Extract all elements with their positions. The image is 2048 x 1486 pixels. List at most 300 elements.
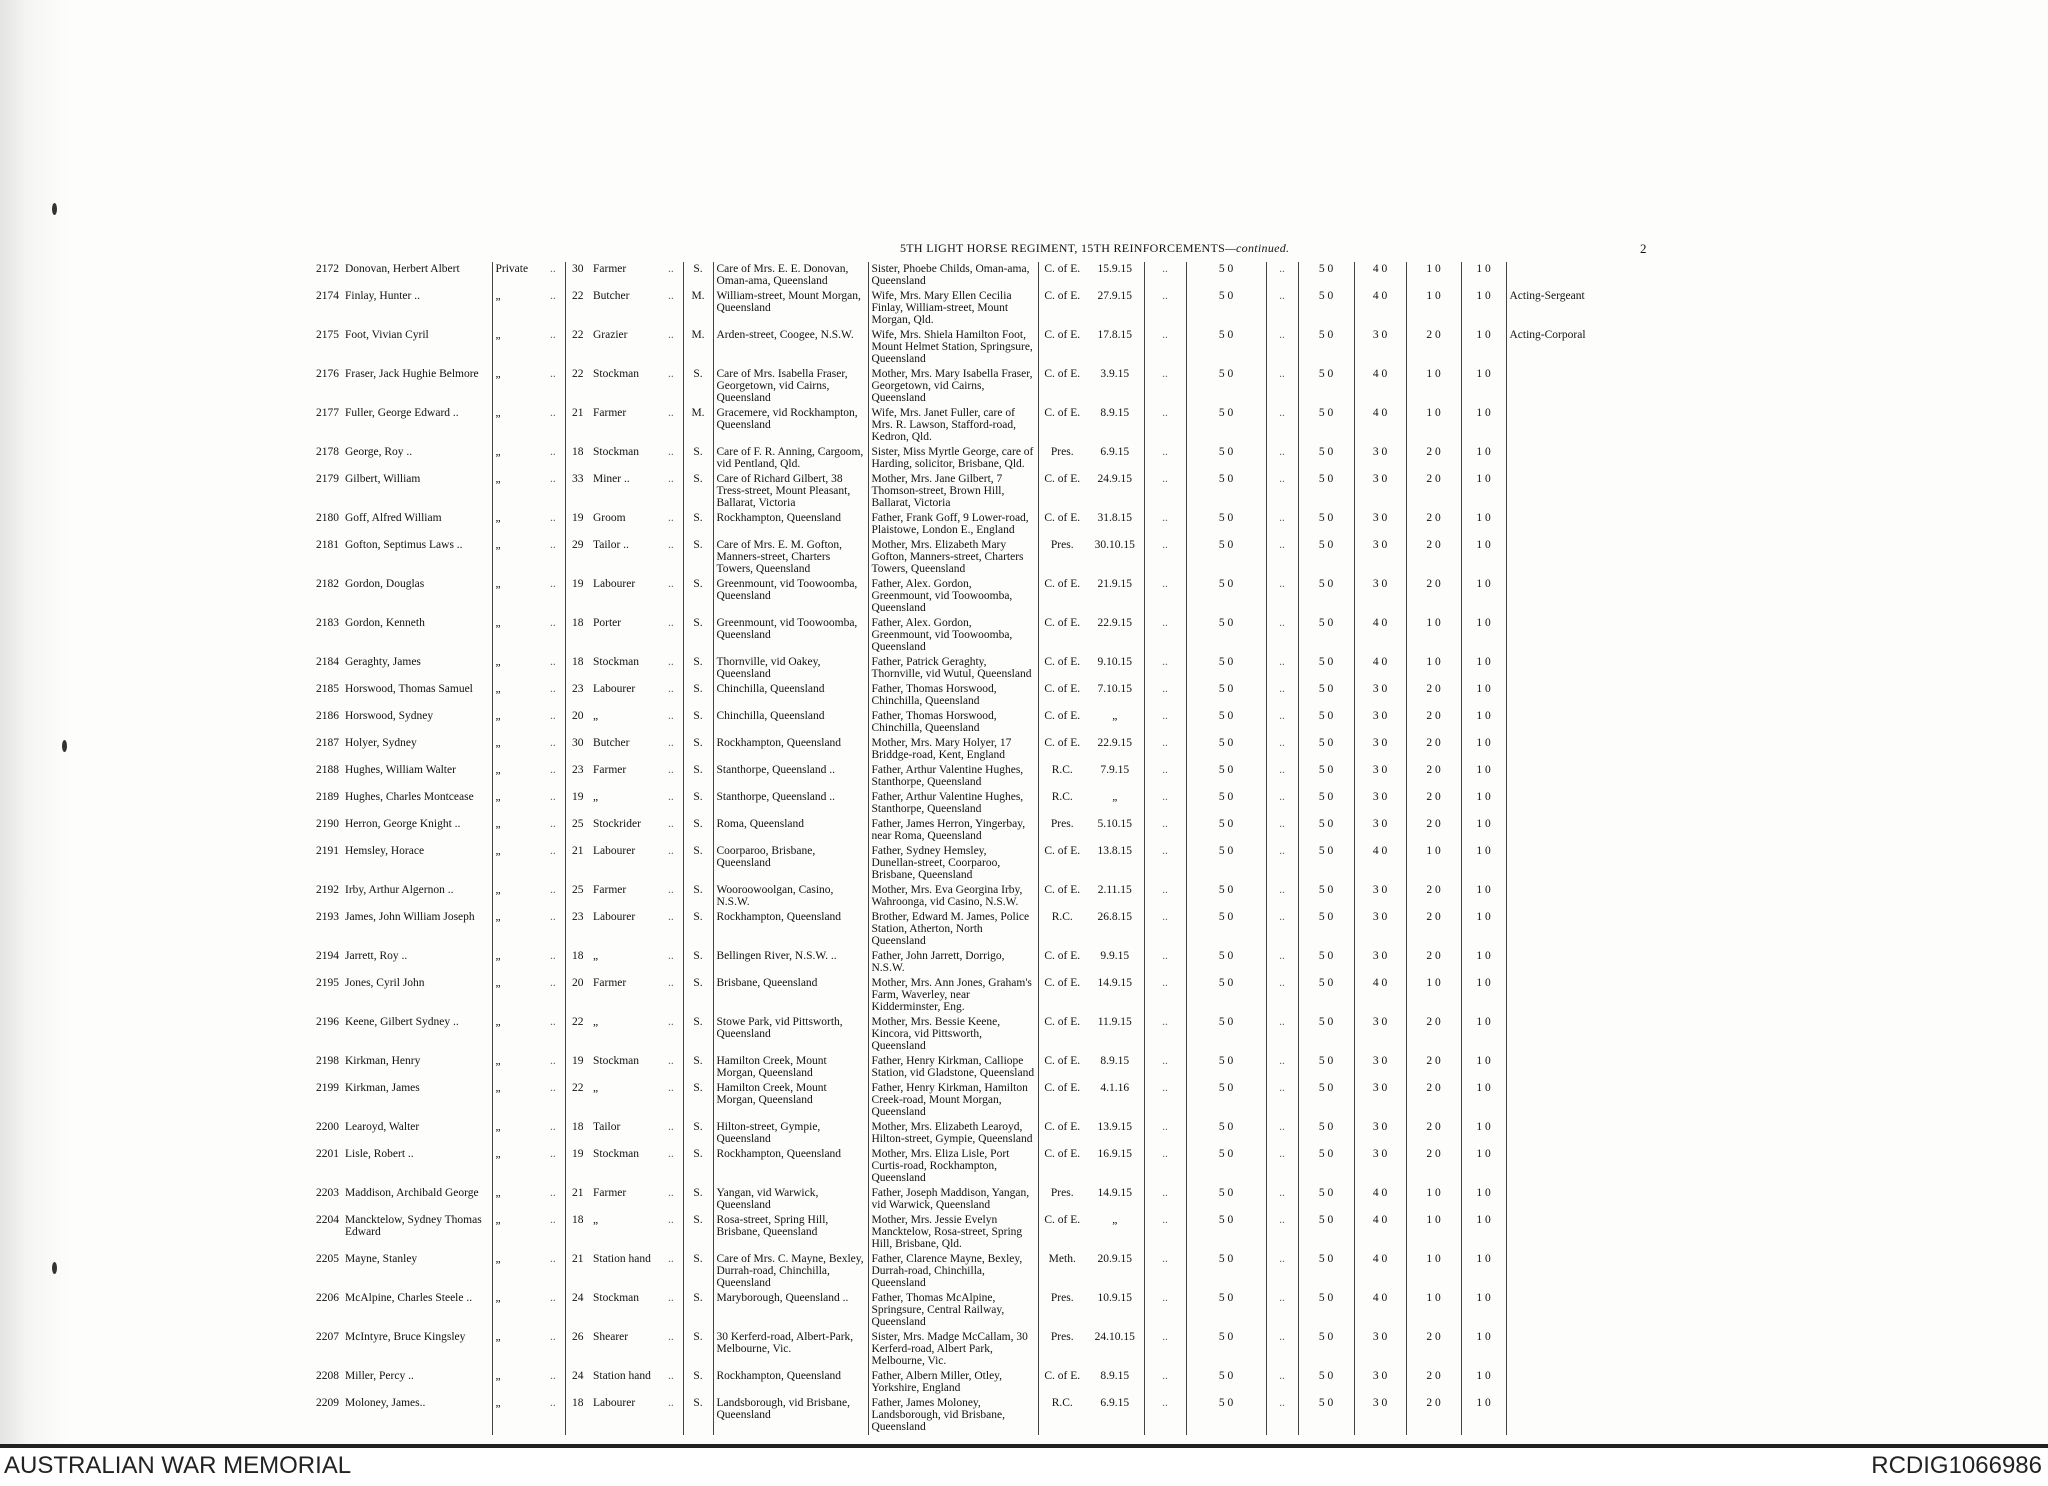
cell-age: 30 xyxy=(572,263,584,275)
leader-dots: .. xyxy=(1279,977,1285,989)
cell-enlistment-date: 22.9.15 xyxy=(1086,736,1144,763)
cell-religion: Pres. xyxy=(1050,1331,1074,1343)
table-row xyxy=(300,1120,1636,1147)
cell-remarks xyxy=(1506,736,1636,763)
cell-remarks xyxy=(1506,616,1636,655)
cell-pay-e: 1 0 xyxy=(1461,736,1506,763)
cell-leader-dots xyxy=(665,1252,683,1291)
cell-pay-b: 5 0 xyxy=(1298,1330,1354,1369)
leader-dots: .. xyxy=(1162,818,1168,830)
cell-leader-dots xyxy=(665,844,683,883)
cell-address: Rockhampton, Queensland xyxy=(713,1369,868,1396)
leader-dots: .. xyxy=(1162,290,1168,302)
cell-number: 2183 xyxy=(316,617,339,629)
cell-leader-dots xyxy=(1144,817,1186,844)
cell-leader-dots xyxy=(1144,790,1186,817)
cell-leader-dots xyxy=(1266,472,1298,511)
table-body xyxy=(300,262,1636,1435)
cell-leader-dots xyxy=(665,883,683,910)
cell-leader-dots xyxy=(547,511,565,538)
cell-number: 2194 xyxy=(316,950,339,962)
cell-enlistment-date: 24.9.15 xyxy=(1086,472,1144,511)
cell-leader-dots xyxy=(547,445,565,472)
cell-leader-dots xyxy=(1266,511,1298,538)
cell-leader-dots xyxy=(1144,1120,1186,1147)
cell-leader-dots xyxy=(1266,577,1298,616)
scan-mark xyxy=(52,203,57,215)
leader-dots: .. xyxy=(1162,512,1168,524)
cell-leader-dots xyxy=(1144,289,1186,328)
cell-next-of-kin: Father, Henry Kirkman, Hamilton Creek-road, Mount Morgan, Queensland xyxy=(868,1081,1038,1120)
cell-next-of-kin: Father, Clarence Mayne, Bexley, Durrah-road, Chinchilla, Queensland xyxy=(868,1252,1038,1291)
cell-remarks xyxy=(1506,1147,1636,1186)
cell-number: 2199 xyxy=(316,1082,339,1094)
cell-remarks xyxy=(1506,844,1636,883)
cell-enlistment-date: 6.9.15 xyxy=(1086,445,1144,472)
leader-dots: .. xyxy=(550,656,556,668)
cell-pay-d: 2 0 xyxy=(1406,1330,1461,1369)
cell-pay-d: 2 0 xyxy=(1406,511,1461,538)
cell-leader-dots xyxy=(1266,1081,1298,1120)
cell-name: McAlpine, Charles Steele .. xyxy=(342,1291,492,1330)
cell-religion: Pres. xyxy=(1050,1187,1074,1199)
cell-marital-status: S. xyxy=(683,1147,713,1186)
cell-leader-dots xyxy=(665,1213,683,1252)
cell-leader-dots xyxy=(1266,1291,1298,1330)
leader-dots: .. xyxy=(668,578,674,590)
cell-number: 2176 xyxy=(316,368,339,380)
cell-pay-e: 1 0 xyxy=(1461,289,1506,328)
cell-name: Horswood, Sydney xyxy=(342,709,492,736)
cell-trade: Butcher xyxy=(593,737,630,749)
leader-dots: .. xyxy=(550,737,556,749)
cell-age: 19 xyxy=(572,578,584,590)
cell-marital-status: S. xyxy=(683,262,713,289)
cell-religion: C. of E. xyxy=(1044,512,1081,524)
cell-enlistment-date: 17.8.15 xyxy=(1086,328,1144,367)
cell-trade: Station hand xyxy=(593,1253,651,1265)
cell-name: George, Roy .. xyxy=(342,445,492,472)
cell-pay-a: 5 0 xyxy=(1186,682,1266,709)
cell-rank: Private xyxy=(495,263,529,275)
cell-trade: Labourer xyxy=(593,845,636,857)
cell-pay-b: 5 0 xyxy=(1298,328,1354,367)
leader-dots: .. xyxy=(1279,512,1285,524)
cell-enlistment-date: 9.10.15 xyxy=(1086,655,1144,682)
table-row xyxy=(300,1330,1636,1369)
leader-dots: .. xyxy=(668,1331,674,1343)
cell-remarks xyxy=(1506,1252,1636,1291)
leader-dots: .. xyxy=(668,1016,674,1028)
leader-dots: .. xyxy=(668,1121,674,1133)
cell-leader-dots xyxy=(1266,289,1298,328)
cell-pay-a: 5 0 xyxy=(1186,1369,1266,1396)
leader-dots: .. xyxy=(1162,407,1168,419)
nominal-roll-table xyxy=(300,262,1636,1435)
cell-pay-e: 1 0 xyxy=(1461,844,1506,883)
cell-leader-dots xyxy=(665,472,683,511)
cell-marital-status: S. xyxy=(683,538,713,577)
cell-enlistment-date: 9.9.15 xyxy=(1086,949,1144,976)
leader-dots: .. xyxy=(1279,791,1285,803)
cell-pay-e: 1 0 xyxy=(1461,1213,1506,1252)
cell-remarks xyxy=(1506,511,1636,538)
cell-leader-dots xyxy=(1144,910,1186,949)
cell-number: 2187 xyxy=(316,737,339,749)
cell-leader-dots xyxy=(547,1396,565,1435)
cell-rank: „ xyxy=(495,578,501,590)
cell-trade: „ xyxy=(593,1016,599,1028)
cell-pay-d: 1 0 xyxy=(1406,262,1461,289)
cell-age: 22 xyxy=(572,329,584,341)
cell-number: 2177 xyxy=(316,407,339,419)
leader-dots: .. xyxy=(1279,656,1285,668)
cell-leader-dots xyxy=(665,445,683,472)
cell-address: Arden-street, Coogee, N.S.W. xyxy=(713,328,868,367)
cell-number: 2201 xyxy=(316,1148,339,1160)
cell-name: Miller, Percy .. xyxy=(342,1369,492,1396)
cell-remarks xyxy=(1506,910,1636,949)
cell-trade: Labourer xyxy=(593,578,636,590)
cell-address: Stowe Park, vid Pittsworth, Queensland xyxy=(713,1015,868,1054)
cell-pay-c: 3 0 xyxy=(1354,1369,1406,1396)
cell-pay-a: 5 0 xyxy=(1186,949,1266,976)
cell-leader-dots xyxy=(547,1147,565,1186)
leader-dots: .. xyxy=(668,1253,674,1265)
heading-title: 5TH LIGHT HORSE REGIMENT, 15TH REINFORCEMENTS xyxy=(900,241,1226,255)
cell-pay-a: 5 0 xyxy=(1186,709,1266,736)
cell-leader-dots xyxy=(1144,616,1186,655)
cell-pay-b: 5 0 xyxy=(1298,976,1354,1015)
cell-leader-dots xyxy=(1144,736,1186,763)
cell-enlistment-date: 8.9.15 xyxy=(1086,1054,1144,1081)
cell-pay-e: 1 0 xyxy=(1461,763,1506,790)
cell-pay-d: 2 0 xyxy=(1406,1396,1461,1435)
cell-leader-dots xyxy=(547,1054,565,1081)
cell-address: Rockhampton, Queensland xyxy=(713,1147,868,1186)
cell-leader-dots xyxy=(547,406,565,445)
cell-pay-d: 1 0 xyxy=(1406,1252,1461,1291)
cell-leader-dots xyxy=(547,367,565,406)
cell-trade: Farmer xyxy=(593,263,627,275)
cell-leader-dots xyxy=(1144,1147,1186,1186)
cell-religion: C. of E. xyxy=(1044,1148,1081,1160)
cell-pay-a: 5 0 xyxy=(1186,1081,1266,1120)
cell-pay-d: 2 0 xyxy=(1406,682,1461,709)
cell-next-of-kin: Father, Arthur Valentine Hughes, Stanthorpe, Queensland xyxy=(868,790,1038,817)
cell-next-of-kin: Father, Thomas Horswood, Chinchilla, Queensland xyxy=(868,709,1038,736)
cell-leader-dots xyxy=(665,1147,683,1186)
cell-marital-status: S. xyxy=(683,1015,713,1054)
cell-name: James, John William Joseph xyxy=(342,910,492,949)
cell-pay-b: 5 0 xyxy=(1298,736,1354,763)
cell-address: Rockhampton, Queensland xyxy=(713,736,868,763)
cell-age: 19 xyxy=(572,512,584,524)
table-row xyxy=(300,367,1636,406)
table-row xyxy=(300,445,1636,472)
cell-leader-dots xyxy=(665,1120,683,1147)
cell-next-of-kin: Father, Frank Goff, 9 Lower-road, Plaistowe, London E., England xyxy=(868,511,1038,538)
cell-leader-dots xyxy=(665,1186,683,1213)
leader-dots: .. xyxy=(550,1121,556,1133)
leader-dots: .. xyxy=(1279,764,1285,776)
cell-religion: C. of E. xyxy=(1044,977,1081,989)
cell-pay-e: 1 0 xyxy=(1461,1252,1506,1291)
cell-rank: „ xyxy=(495,290,501,302)
cell-enlistment-date: 7.10.15 xyxy=(1086,682,1144,709)
cell-leader-dots xyxy=(1266,328,1298,367)
cell-number: 2188 xyxy=(316,764,339,776)
cell-number: 2208 xyxy=(316,1370,339,1382)
cell-name: Maddison, Archibald George xyxy=(342,1186,492,1213)
cell-pay-b: 5 0 xyxy=(1298,1396,1354,1435)
leader-dots: .. xyxy=(668,977,674,989)
cell-leader-dots xyxy=(1144,682,1186,709)
cell-pay-b: 5 0 xyxy=(1298,1291,1354,1330)
cell-remarks xyxy=(1506,262,1636,289)
cell-next-of-kin: Mother, Mrs. Jane Gilbert, 7 Thomson-street, Brown Hill, Ballarat, Victoria xyxy=(868,472,1038,511)
cell-marital-status: S. xyxy=(683,682,713,709)
cell-enlistment-date: „ xyxy=(1086,790,1144,817)
cell-remarks xyxy=(1506,445,1636,472)
cell-next-of-kin: Sister, Mrs. Madge McCallam, 30 Kerferd-road, Albert Park, Melbourne, Vic. xyxy=(868,1330,1038,1369)
cell-religion: C. of E. xyxy=(1044,1055,1081,1067)
cell-remarks xyxy=(1506,817,1636,844)
leader-dots: .. xyxy=(550,407,556,419)
cell-address: Rockhampton, Queensland xyxy=(713,910,868,949)
cell-next-of-kin: Father, Patrick Geraghty, Thornville, vid Wutul, Queensland xyxy=(868,655,1038,682)
table-row xyxy=(300,817,1636,844)
cell-remarks xyxy=(1506,790,1636,817)
cell-leader-dots xyxy=(547,976,565,1015)
cell-leader-dots xyxy=(1144,655,1186,682)
cell-next-of-kin: Father, Thomas McAlpine, Springsure, Central Railway, Queensland xyxy=(868,1291,1038,1330)
cell-leader-dots xyxy=(547,1081,565,1120)
table-row xyxy=(300,616,1636,655)
leader-dots: .. xyxy=(550,368,556,380)
cell-rank: „ xyxy=(495,539,501,551)
cell-leader-dots xyxy=(665,577,683,616)
cell-leader-dots xyxy=(1144,1081,1186,1120)
cell-pay-b: 5 0 xyxy=(1298,445,1354,472)
cell-marital-status: S. xyxy=(683,577,713,616)
cell-name: Gordon, Kenneth xyxy=(342,616,492,655)
cell-leader-dots xyxy=(1144,328,1186,367)
cell-remarks xyxy=(1506,763,1636,790)
leader-dots: .. xyxy=(1279,539,1285,551)
cell-enlistment-date: 27.9.15 xyxy=(1086,289,1144,328)
table-row xyxy=(300,1147,1636,1186)
cell-pay-a: 5 0 xyxy=(1186,655,1266,682)
cell-number: 2180 xyxy=(316,512,339,524)
cell-religion: Pres. xyxy=(1050,446,1074,458)
cell-number: 2172 xyxy=(316,263,339,275)
cell-rank: „ xyxy=(495,737,501,749)
table-row xyxy=(300,577,1636,616)
cell-leader-dots xyxy=(1266,1186,1298,1213)
cell-leader-dots xyxy=(665,682,683,709)
cell-leader-dots xyxy=(1144,262,1186,289)
cell-address: Rockhampton, Queensland xyxy=(713,511,868,538)
leader-dots: .. xyxy=(668,710,674,722)
cell-pay-c: 3 0 xyxy=(1354,1147,1406,1186)
cell-address: Thornville, vid Oakey, Queensland xyxy=(713,655,868,682)
cell-address: Gracemere, vid Rockhampton, Queensland xyxy=(713,406,868,445)
cell-leader-dots xyxy=(547,328,565,367)
leader-dots: .. xyxy=(1162,737,1168,749)
cell-leader-dots xyxy=(547,910,565,949)
leader-dots: .. xyxy=(1162,1253,1168,1265)
cell-pay-c: 3 0 xyxy=(1354,511,1406,538)
cell-next-of-kin: Mother, Mrs. Elizabeth Learoyd, Hilton-street, Gympie, Queensland xyxy=(868,1120,1038,1147)
cell-next-of-kin: Father, Arthur Valentine Hughes, Stanthorpe, Queensland xyxy=(868,763,1038,790)
cell-leader-dots xyxy=(665,1054,683,1081)
cell-remarks xyxy=(1506,472,1636,511)
cell-enlistment-date: 13.9.15 xyxy=(1086,1120,1144,1147)
cell-leader-dots xyxy=(1144,1369,1186,1396)
cell-religion: R.C. xyxy=(1051,1397,1073,1409)
cell-marital-status: S. xyxy=(683,616,713,655)
cell-leader-dots xyxy=(1266,844,1298,883)
cell-name: Jarrett, Roy .. xyxy=(342,949,492,976)
cell-rank: „ xyxy=(495,845,501,857)
leader-dots: .. xyxy=(550,1214,556,1226)
cell-leader-dots xyxy=(665,709,683,736)
leader-dots: .. xyxy=(1162,1055,1168,1067)
cell-leader-dots xyxy=(665,976,683,1015)
cell-pay-a: 5 0 xyxy=(1186,1120,1266,1147)
cell-leader-dots xyxy=(1266,1015,1298,1054)
cell-leader-dots xyxy=(547,1369,565,1396)
cell-enlistment-date: 22.9.15 xyxy=(1086,616,1144,655)
table-row xyxy=(300,655,1636,682)
cell-religion: C. of E. xyxy=(1044,617,1081,629)
table-row xyxy=(300,709,1636,736)
cell-marital-status: S. xyxy=(683,1330,713,1369)
table-row xyxy=(300,289,1636,328)
cell-leader-dots xyxy=(1266,1396,1298,1435)
cell-leader-dots xyxy=(665,1396,683,1435)
cell-age: 19 xyxy=(572,1148,584,1160)
cell-number: 2195 xyxy=(316,977,339,989)
cell-pay-b: 5 0 xyxy=(1298,709,1354,736)
cell-rank: „ xyxy=(495,617,501,629)
cell-religion: R.C. xyxy=(1051,911,1073,923)
cell-pay-e: 1 0 xyxy=(1461,538,1506,577)
cell-pay-a: 5 0 xyxy=(1186,445,1266,472)
cell-pay-d: 1 0 xyxy=(1406,1213,1461,1252)
cell-pay-a: 5 0 xyxy=(1186,328,1266,367)
cell-address: Care of Richard Gilbert, 38 Tress-street, Mount Pleasant, Ballarat, Victoria xyxy=(713,472,868,511)
cell-next-of-kin: Mother, Mrs. Jessie Evelyn Mancktelow, Rosa-street, Spring Hill, Brisbane, Qld. xyxy=(868,1213,1038,1252)
table-row xyxy=(300,1015,1636,1054)
leader-dots: .. xyxy=(550,1253,556,1265)
cell-pay-d: 1 0 xyxy=(1406,844,1461,883)
cell-leader-dots xyxy=(665,736,683,763)
cell-enlistment-date: 8.9.15 xyxy=(1086,1369,1144,1396)
cell-enlistment-date: 20.9.15 xyxy=(1086,1252,1144,1291)
cell-address: Stanthorpe, Queensland .. xyxy=(713,763,868,790)
cell-religion: C. of E. xyxy=(1044,578,1081,590)
cell-trade: Groom xyxy=(593,512,626,524)
cell-pay-c: 4 0 xyxy=(1354,1213,1406,1252)
cell-trade: Farmer xyxy=(593,407,627,419)
cell-leader-dots xyxy=(1266,406,1298,445)
cell-marital-status: S. xyxy=(683,883,713,910)
cell-pay-e: 1 0 xyxy=(1461,976,1506,1015)
cell-leader-dots xyxy=(1144,1054,1186,1081)
leader-dots: .. xyxy=(668,656,674,668)
cell-pay-c: 3 0 xyxy=(1354,577,1406,616)
leader-dots: .. xyxy=(1279,473,1285,485)
cell-pay-e: 1 0 xyxy=(1461,1186,1506,1213)
cell-age: 29 xyxy=(572,539,584,551)
cell-name: Holyer, Sydney xyxy=(342,736,492,763)
leader-dots: .. xyxy=(668,617,674,629)
cell-address: Care of Mrs. E. E. Donovan, Oman-ama, Queensland xyxy=(713,262,868,289)
table-row xyxy=(300,1054,1636,1081)
cell-pay-e: 1 0 xyxy=(1461,949,1506,976)
cell-pay-e: 1 0 xyxy=(1461,328,1506,367)
cell-leader-dots xyxy=(665,817,683,844)
cell-pay-c: 3 0 xyxy=(1354,1330,1406,1369)
cell-enlistment-date: „ xyxy=(1086,709,1144,736)
leader-dots: .. xyxy=(1279,578,1285,590)
leader-dots: .. xyxy=(668,818,674,830)
cell-number: 2193 xyxy=(316,911,339,923)
cell-remarks xyxy=(1506,1213,1636,1252)
cell-leader-dots xyxy=(547,1015,565,1054)
cell-marital-status: S. xyxy=(683,736,713,763)
cell-pay-c: 4 0 xyxy=(1354,616,1406,655)
cell-rank: „ xyxy=(495,1214,501,1226)
leader-dots: .. xyxy=(1279,290,1285,302)
cell-leader-dots xyxy=(547,790,565,817)
cell-pay-d: 1 0 xyxy=(1406,367,1461,406)
cell-next-of-kin: Father, James Herron, Yingerbay, near Roma, Queensland xyxy=(868,817,1038,844)
cell-enlistment-date: 24.10.15 xyxy=(1086,1330,1144,1369)
leader-dots: .. xyxy=(550,818,556,830)
cell-pay-b: 5 0 xyxy=(1298,1054,1354,1081)
cell-pay-a: 5 0 xyxy=(1186,976,1266,1015)
cell-pay-a: 5 0 xyxy=(1186,790,1266,817)
cell-pay-a: 5 0 xyxy=(1186,844,1266,883)
cell-pay-a: 5 0 xyxy=(1186,511,1266,538)
leader-dots: .. xyxy=(1279,737,1285,749)
cell-remarks xyxy=(1506,538,1636,577)
cell-pay-d: 2 0 xyxy=(1406,1015,1461,1054)
leader-dots: .. xyxy=(668,290,674,302)
leader-dots: .. xyxy=(550,683,556,695)
cell-religion: C. of E. xyxy=(1044,368,1081,380)
leader-dots: .. xyxy=(550,950,556,962)
table-row xyxy=(300,406,1636,445)
cell-name: Gilbert, William xyxy=(342,472,492,511)
cell-pay-d: 2 0 xyxy=(1406,910,1461,949)
cell-pay-d: 2 0 xyxy=(1406,817,1461,844)
cell-pay-a: 5 0 xyxy=(1186,472,1266,511)
cell-leader-dots xyxy=(1266,445,1298,472)
cell-leader-dots xyxy=(1266,367,1298,406)
cell-name: Hemsley, Horace xyxy=(342,844,492,883)
cell-religion: R.C. xyxy=(1051,791,1073,803)
cell-age: 25 xyxy=(572,884,584,896)
cell-address: Hamilton Creek, Mount Morgan, Queensland xyxy=(713,1081,868,1120)
cell-pay-e: 1 0 xyxy=(1461,1147,1506,1186)
footer-identifier: RCDIG1066986 xyxy=(1871,1452,2042,1479)
leader-dots: .. xyxy=(668,1055,674,1067)
cell-trade: Farmer xyxy=(593,977,627,989)
